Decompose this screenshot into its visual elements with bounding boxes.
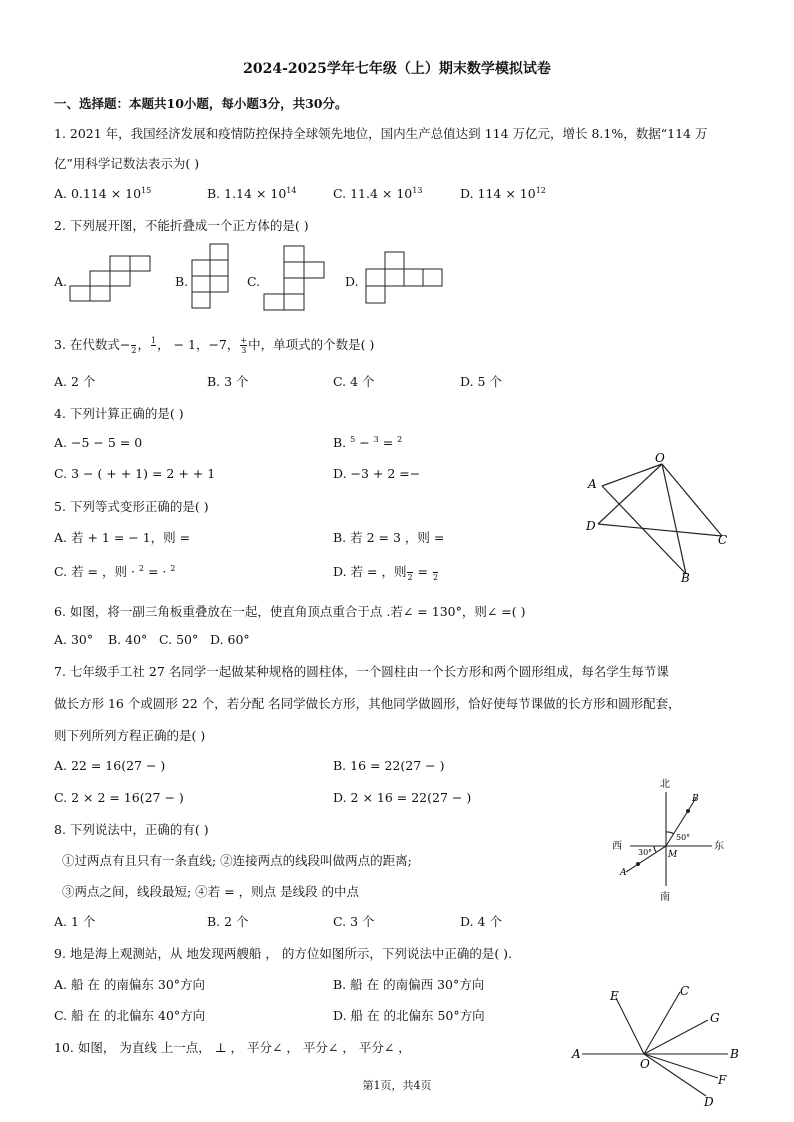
q1-option-a: A. $0.114 \times 10^{15}$	[54, 186, 152, 202]
q5-option-a: A. 若 + 1 = − 1，则 =	[54, 530, 191, 545]
q5-option-b: B. 若 2 = 3 ，则 =	[333, 530, 445, 545]
q3-option-b: B. 3 个	[207, 374, 249, 389]
label-f: F	[718, 1073, 727, 1087]
q1-option-b: B. $1.14 \times 10^{14}$	[207, 186, 297, 202]
label-o: O	[655, 451, 665, 465]
q2-label-b: B.	[175, 274, 189, 289]
q3-option-d: D. 5 个	[460, 374, 502, 389]
q7-option-d: D. 2 × 16 = 22(27 − )	[333, 790, 472, 805]
q5-d-fraction-2: 2	[432, 573, 439, 582]
point-a	[636, 862, 640, 866]
q8-option-a: A. 1 个	[54, 914, 96, 929]
q8-option-b: B. 2 个	[207, 914, 249, 929]
q8-statements-3-4: ③两点之间，线段最短; ④若 = ，则点 是线段 的中点	[62, 884, 360, 899]
ray-oe	[616, 998, 644, 1054]
page-footer: 第1页，共4页	[362, 1079, 432, 1092]
q8-compass-figure	[608, 776, 738, 906]
q7-line2: 做长方形 16 个或圆形 22 个，若分配 名同学做长方形，其他同学做圆形，恰好使每节课做的长方形和圆形配套，	[54, 696, 681, 711]
label-b: B	[730, 1047, 739, 1061]
label-south: 南	[660, 892, 670, 903]
segment-oa	[602, 464, 662, 486]
q4-option-b: B. $^5$ − $^3$ = $^2$	[333, 435, 403, 451]
label-a: A	[572, 1047, 581, 1061]
point-b	[686, 809, 690, 813]
q6-triangles-figure	[580, 450, 740, 590]
label-c: C	[718, 533, 728, 547]
q2-label-c: C.	[247, 274, 261, 289]
segment-ab	[602, 486, 686, 574]
page-title: 2024-2025学年七年级（上）期末数学模拟试卷	[243, 61, 551, 77]
q2-label-d: D.	[345, 274, 359, 289]
net-c-figure	[264, 246, 326, 314]
q10-stem: 10. 如图， 为直线 上一点， ⊥ ， 平分∠ ， 平分∠ ， 平分∠ ，	[54, 1040, 411, 1055]
q5-stem: 5. 下列等式变形正确的是( )	[54, 499, 209, 514]
label-a: A	[620, 868, 627, 878]
q1-line2: 亿”用科学记数法表示为( )	[54, 156, 200, 171]
net-d-figure	[366, 252, 444, 308]
q2-label-a: A.	[54, 274, 68, 289]
label-g: G	[710, 1011, 720, 1025]
q9-option-d: D. 船 在 的北偏东 50°方向	[333, 1008, 485, 1023]
label-c: C	[680, 984, 690, 998]
net-b-figure	[192, 244, 232, 312]
q9-option-a: A. 船 在 的南偏东 30°方向	[54, 977, 206, 992]
q8-stem: 8. 下列说法中，正确的有( )	[54, 822, 209, 837]
q3-fraction-2: 1	[151, 336, 156, 355]
q4-option-a: A. −5 − 5 = 0	[54, 435, 143, 450]
q5-option-c: C. 若 = ，则 · $^2$ = · $^2$	[54, 563, 176, 579]
q9-stem: 9. 地是海上观测站，从 地发现两艘船 ， 的方位如图所示，下列说法中正确的是( ).	[54, 946, 513, 961]
q1-option-c: C. $11.4 \times 10^{13}$	[333, 186, 423, 202]
q9-option-c: C. 船 在 的北偏东 40°方向	[54, 1008, 206, 1023]
q5-d-fraction-1: 2	[407, 573, 413, 582]
angle-arc-50	[666, 832, 674, 834]
q3-fraction-1: 2	[131, 346, 137, 355]
segment-ob	[662, 464, 686, 574]
label-west: 西	[612, 841, 622, 852]
q6-option-c: C. 50°	[159, 632, 199, 647]
ray-of	[644, 1054, 718, 1078]
q8-option-d: D. 4 个	[460, 914, 502, 929]
q6-option-a: A. 30°	[54, 632, 94, 647]
label-angle-30: 30°	[638, 848, 653, 857]
label-a: A	[588, 477, 597, 491]
q9-option-b: B. 船 在 的南偏西 30°方向	[333, 977, 485, 992]
label-angle-50: 50°	[676, 833, 691, 842]
q8-statements-1-2: ①过两点有且只有一条直线; ②连接两点的线段叫做两点的距离;	[62, 853, 412, 868]
label-b: B	[692, 794, 699, 804]
q7-option-b: B. 16 = 22(27 − )	[333, 758, 445, 773]
q3-fraction-3: $\frac{+}{3}$	[240, 336, 248, 355]
q6-option-b: B. 40°	[108, 632, 148, 647]
q7-option-c: C. 2 × 2 = 16(27 − )	[54, 790, 184, 805]
label-e: E	[610, 989, 619, 1003]
q3-stem: 3. 在代数式− 2 ， 1 ， − 1，−7， $\frac{+}{3}$ 中，单项式的个数是( )	[54, 336, 375, 355]
angle-arc-30	[654, 846, 656, 852]
section-heading: 一、选择题：本题共10小题，每小题3分，共30分。	[54, 96, 348, 111]
q1-option-d: D. $114 \times 10^{12}$	[460, 186, 546, 202]
label-d: D	[586, 519, 596, 533]
segment-dc	[598, 524, 722, 536]
label-m: M	[668, 850, 678, 860]
net-a-figure	[70, 256, 152, 302]
q6-option-d: D. 60°	[210, 632, 250, 647]
q4-stem: 4. 下列计算正确的是( )	[54, 406, 184, 421]
q4-option-c: C. 3 − ( + + 1) = 2 + + 1	[54, 466, 216, 481]
q3-option-c: C. 4 个	[333, 374, 375, 389]
label-o: O	[640, 1057, 650, 1071]
q2-stem: 2. 下列展开图，不能折叠成一个正方体的是( )	[54, 218, 309, 233]
q1-line1: 1. 2021 年，我国经济发展和疫情防控保持全球领先地位，国内生产总值达到 114 万亿元，增长 8.1%，数据“114 万	[54, 126, 708, 141]
q7-line3: 则下列所列方程正确的是( )	[54, 728, 206, 743]
q3-option-a: A. 2 个	[54, 374, 96, 389]
label-d: D	[704, 1095, 714, 1109]
q5-option-d: D. 若 = ，则 2 = 2	[333, 564, 439, 582]
label-east: 东	[714, 841, 724, 852]
q4-option-d: D. −3 + 2 =−	[333, 466, 421, 481]
segment-oc	[662, 464, 722, 536]
q6-stem: 6. 如图，将一副三角板重叠放在一起，使直角顶点重合于点 .若∠ = 130°，则∠ =( )	[54, 604, 526, 619]
label-north: 北	[660, 779, 670, 790]
q8-option-c: C. 3 个	[333, 914, 375, 929]
label-b: B	[681, 571, 690, 585]
q7-line1: 7. 七年级手工社 27 名同学一起做某种规格的圆柱体，一个圆柱由一个长方形和两个圆形组成，每名学生每节课	[54, 664, 669, 679]
q7-option-a: A. 22 = 16(27 − )	[54, 758, 166, 773]
